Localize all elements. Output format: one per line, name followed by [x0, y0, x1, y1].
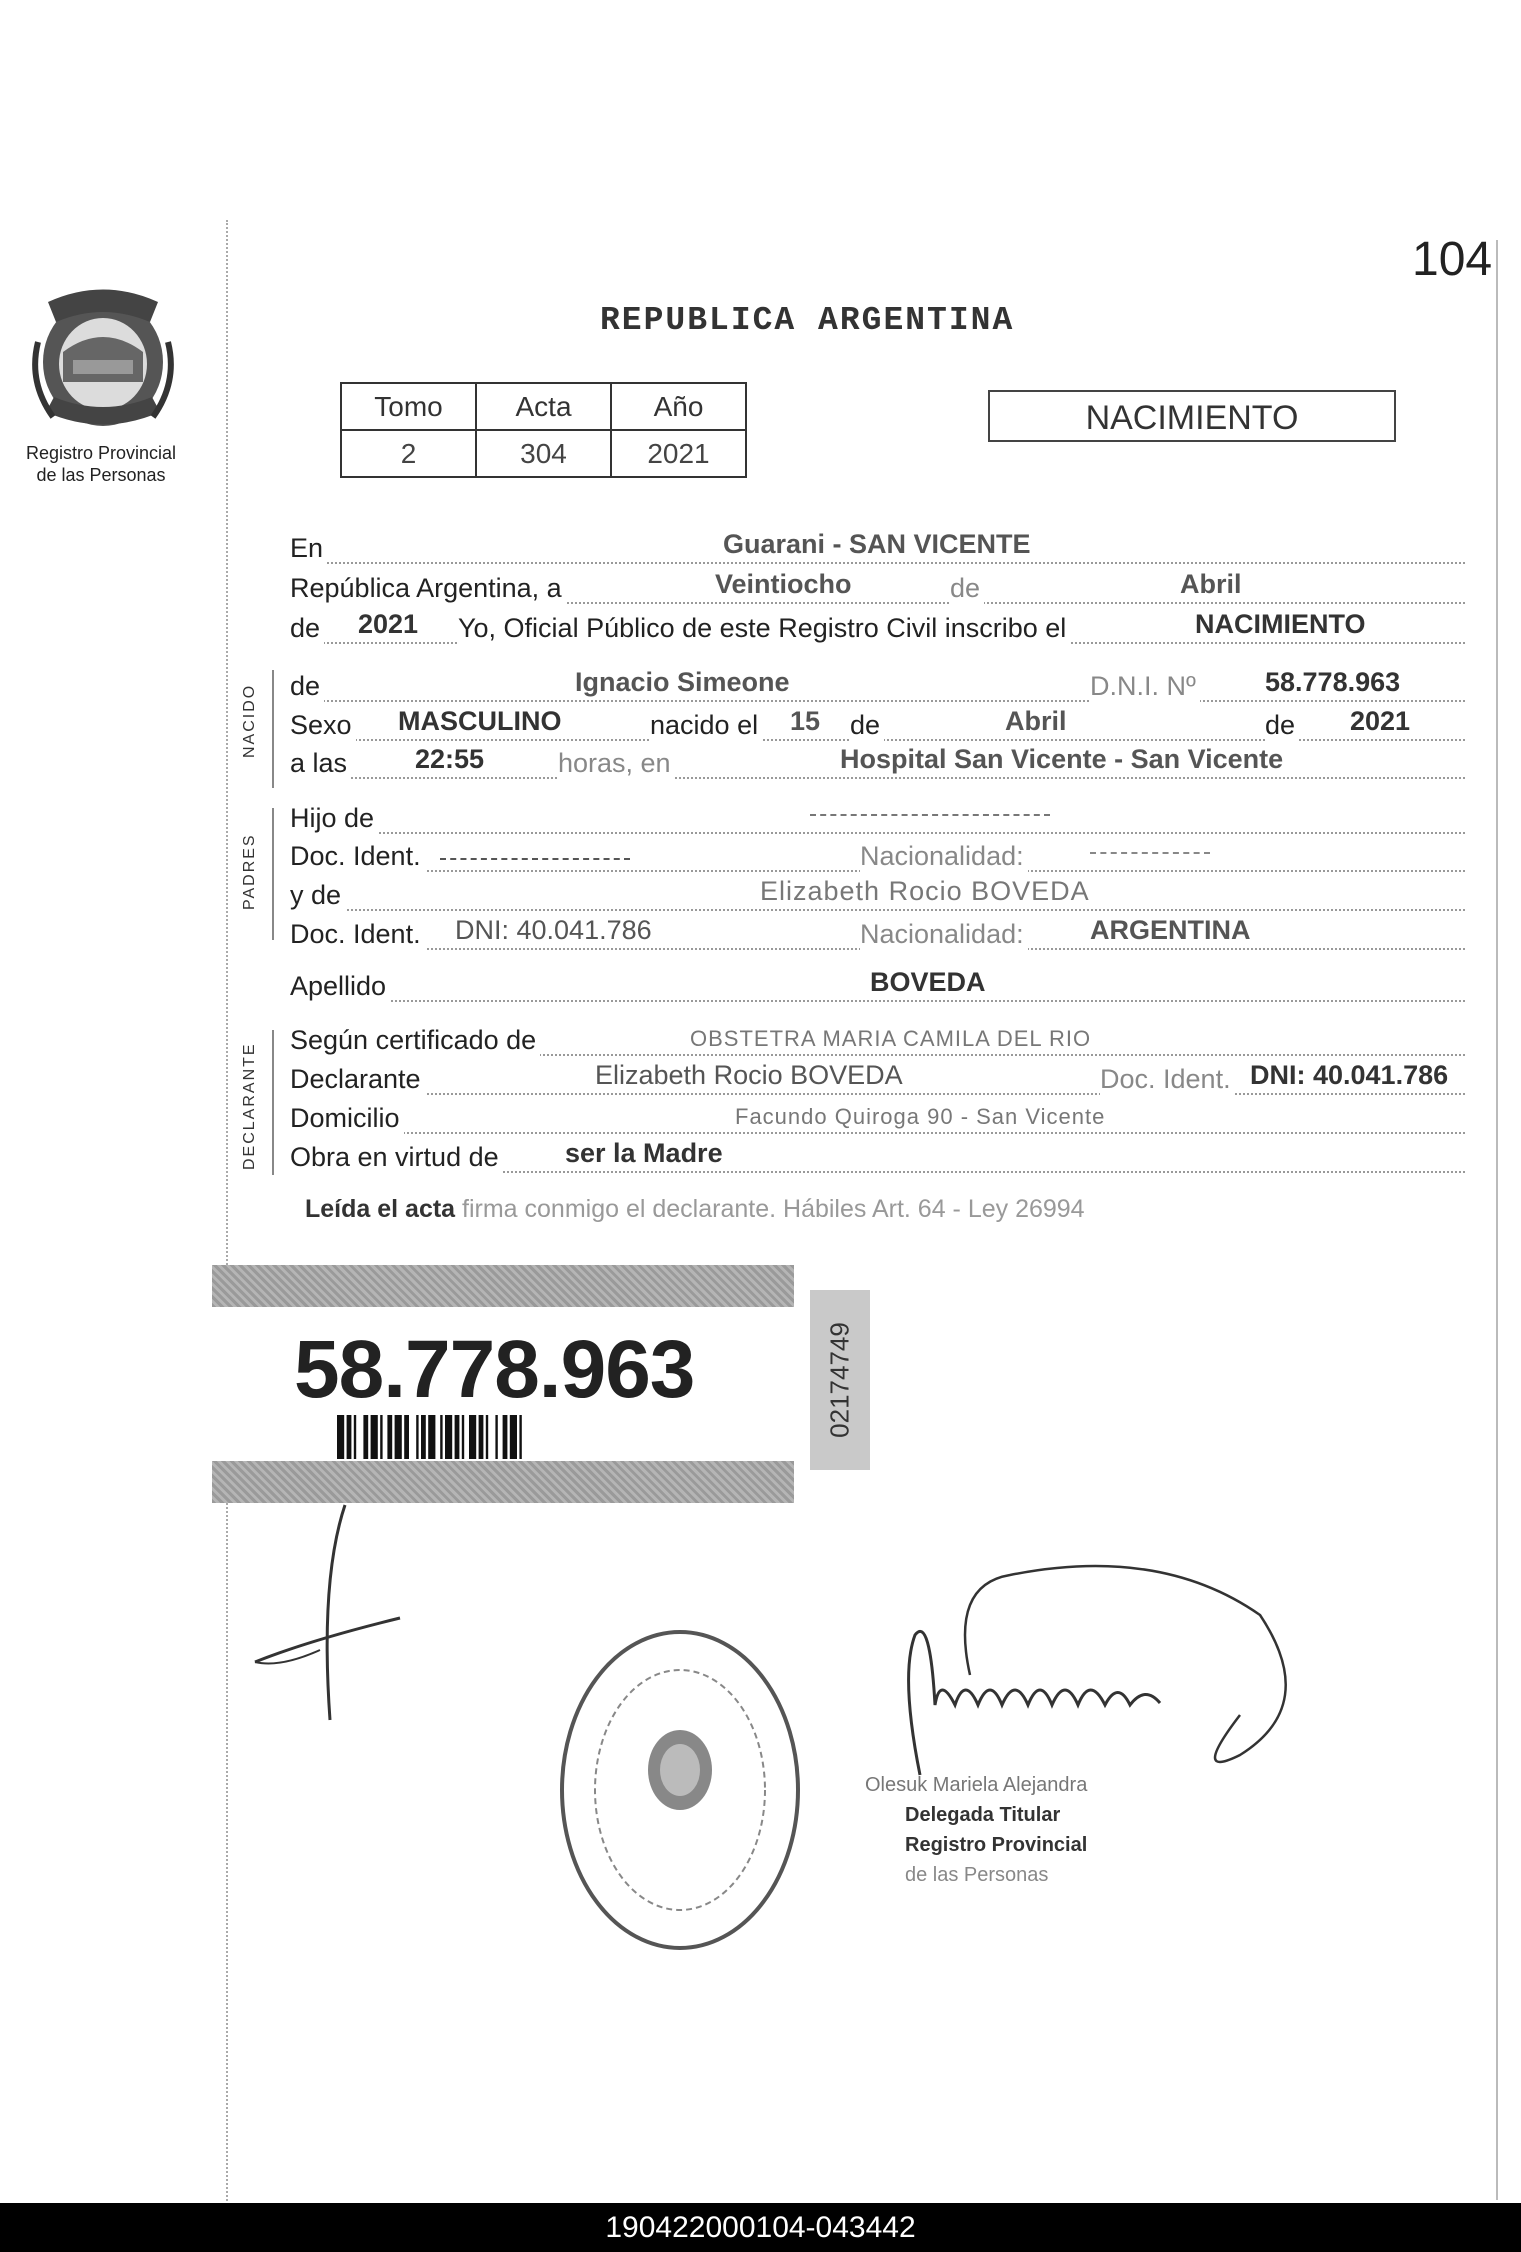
value-declarant: Elizabeth Rocio BOVEDA [595, 1060, 903, 1090]
row-declarant [290, 1061, 1465, 1099]
value-sex: MASCULINO [398, 706, 562, 736]
value-capacity: ser la Madre [565, 1138, 723, 1168]
value-mother-nationality: ARGENTINA [1090, 915, 1251, 945]
label-a-las: a las [290, 748, 351, 779]
register-value-acta: 304 [476, 430, 611, 477]
sticker-band-top [212, 1265, 794, 1307]
issuer-line-1: Registro Provincial [25, 443, 177, 463]
label-doc-ident-father: Doc. Ident. [290, 841, 425, 872]
page-number: 104 [1412, 233, 1493, 286]
label-de-birth-year: de [1265, 710, 1299, 741]
label-nacionalidad-father: Nacionalidad: [860, 841, 1028, 872]
closing-rest: firma conmigo el declarante. Hábiles Art. 64 - Ley 26994 [462, 1195, 1085, 1223]
side-bar-nacido [272, 670, 274, 788]
label-de-birth-month: de [850, 710, 884, 741]
row-mother-doc [290, 916, 1465, 954]
margin-line [226, 220, 228, 2205]
issuer-line-2: de las Personas [36, 465, 166, 485]
value-mother-doc: DNI: 40.041.786 [455, 915, 652, 945]
label-y-de: y de [290, 880, 345, 911]
value-birth-year: 2021 [1350, 706, 1411, 736]
label-horas-en: horas, en [558, 748, 675, 779]
official-stamp-icon [555, 1625, 805, 1955]
value-birth-month: Abril [1005, 706, 1067, 736]
barcode-sticker [212, 1265, 794, 1503]
row-father [290, 800, 1465, 838]
label-apellido: Apellido [290, 971, 390, 1002]
value-day-words: Veintiocho [715, 569, 852, 599]
closing-statement [305, 1195, 1085, 1224]
label-de-month: de [950, 573, 984, 604]
document-heading: REPUBLICA ARGENTINA [600, 302, 1015, 339]
label-segun: Según certificado de [290, 1025, 540, 1056]
row-date [290, 570, 1465, 608]
father-name-blank [810, 814, 1050, 816]
value-address: Facundo Quiroga 90 - San Vicente [735, 1104, 1106, 1129]
label-declarante: Declarante [290, 1064, 425, 1095]
register-table [340, 382, 747, 478]
side-bar-padres [272, 808, 274, 940]
row-father-doc [290, 838, 1465, 876]
register-value-anio: 2021 [611, 430, 746, 477]
signatory-role: Delegada Titular [905, 1804, 1061, 1826]
signature-block [865, 1770, 1088, 1890]
row-address [290, 1100, 1465, 1138]
father-nationality-blank [1090, 852, 1210, 854]
label-de-year: de [290, 613, 324, 644]
register-header-acta: Acta [476, 383, 611, 430]
signatory-org-1: Registro Provincial [905, 1834, 1088, 1856]
row-place [290, 530, 1465, 568]
signatory-name: Olesuk Mariela Alejandra [865, 1774, 1088, 1796]
value-mother-name: Elizabeth Rocio BOVEDA [760, 876, 1090, 906]
value-surname: BOVEDA [870, 967, 986, 997]
register-value-tomo: 2 [341, 430, 476, 477]
value-year: 2021 [358, 609, 419, 639]
label-obra: Obra en virtud de [290, 1142, 503, 1173]
issuer-name [8, 442, 194, 486]
signatory-org-2: de las Personas [905, 1864, 1049, 1886]
control-code: 02174749 [824, 1322, 855, 1438]
register-header-anio: Año [611, 383, 746, 430]
footer-code: 190422000104-043442 [0, 2203, 1521, 2252]
label-sexo: Sexo [290, 710, 356, 741]
label-doc-ident-mother: Doc. Ident. [290, 919, 425, 950]
label-doc-ident-declarant: Doc. Ident. [1100, 1064, 1235, 1095]
value-child-name: Ignacio Simeone [575, 667, 790, 697]
label-nacionalidad-mother: Nacionalidad: [860, 919, 1028, 950]
row-mother [290, 877, 1465, 915]
row-child-name [290, 668, 1465, 706]
control-code-label [810, 1290, 870, 1470]
label-en: En [290, 533, 327, 564]
act-type-box: NACIMIENTO [988, 390, 1396, 442]
label-hijo-de: Hijo de [290, 803, 378, 834]
value-place: Guarani - SAN VICENTE [723, 529, 1031, 559]
row-certificate [290, 1022, 1465, 1060]
side-bar-declarante [272, 1030, 274, 1175]
side-label-declarante: DECLARANTE [241, 1042, 258, 1170]
label-de-child: de [290, 671, 324, 702]
value-birth-day: 15 [790, 706, 821, 736]
handwritten-mark-icon [250, 1500, 410, 1730]
label-republica: República Argentina, a [290, 573, 566, 604]
label-dni-no: D.N.I. Nº [1090, 671, 1200, 702]
side-label-padres: PADRES [241, 833, 258, 910]
barcode-number: 58.778.963 [294, 1324, 695, 1415]
label-yo: Yo, Oficial Público de este Registro Civil inscribo el [458, 613, 1070, 644]
value-act-kind: NACIMIENTO [1195, 609, 1366, 639]
row-sex-birth [290, 707, 1465, 745]
barcode-icon [337, 1415, 667, 1459]
label-domicilio: Domicilio [290, 1103, 404, 1134]
row-time-place [290, 745, 1465, 783]
register-header-tomo: Tomo [341, 383, 476, 430]
row-act [290, 610, 1465, 648]
value-child-dni: 58.778.963 [1265, 667, 1401, 697]
closing-bold: Leída el acta [305, 1195, 456, 1223]
provincial-seal-logo [28, 282, 178, 432]
row-surname [290, 968, 1465, 1006]
signature-icon [860, 1555, 1320, 1805]
value-birth-place: Hospital San Vicente - San Vicente [840, 744, 1284, 774]
label-nacido-el: nacido el [650, 710, 762, 741]
value-month: Abril [1180, 569, 1242, 599]
father-doc-blank [440, 858, 630, 860]
value-declarant-doc: DNI: 40.041.786 [1250, 1060, 1449, 1090]
value-certificate-by: OBSTETRA MARIA CAMILA DEL RIO [690, 1026, 1092, 1051]
right-border-line [1496, 240, 1498, 2200]
sticker-band-bottom [212, 1461, 794, 1503]
row-capacity [290, 1139, 1465, 1177]
side-label-nacido: NACIDO [241, 683, 258, 758]
value-birth-time: 22:55 [415, 744, 485, 774]
